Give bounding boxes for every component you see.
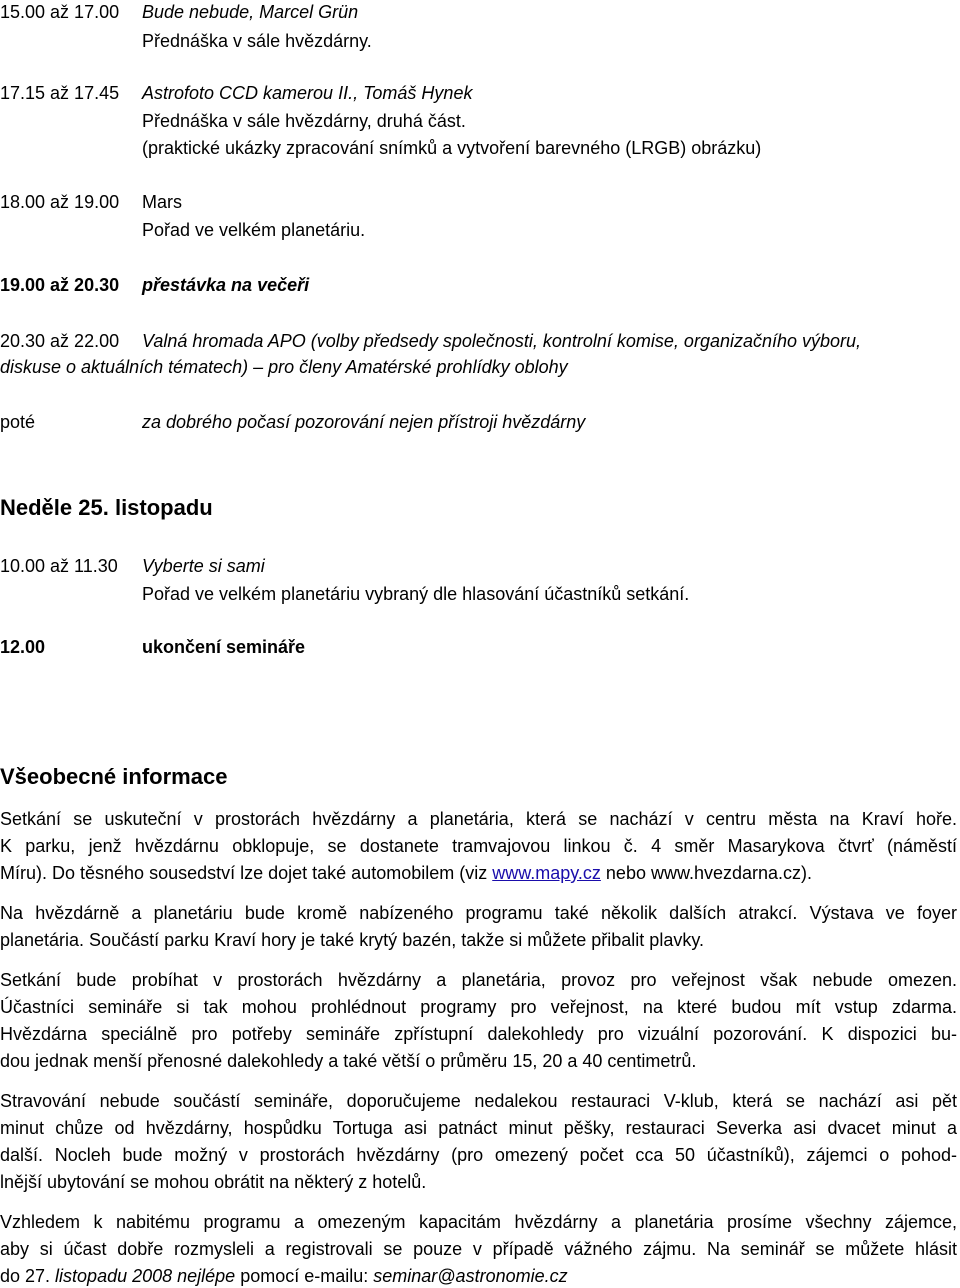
paragraph-line: Setkání se uskuteční v prostorách hvězdárny a planetária, která se nachází v centru města na Kraví hoře. bbox=[0, 809, 957, 829]
email-address: seminar@astronomie.cz bbox=[373, 1266, 568, 1286]
time-label: 18.00 až 19.00 bbox=[0, 192, 120, 212]
event-title: ukončení semináře bbox=[142, 637, 306, 657]
paragraph-line: planetária. Součástí parku Kraví hory je také krytý bazén, takže si můžete přibalit plavky. bbox=[0, 930, 704, 950]
event-title: Mars bbox=[142, 192, 182, 212]
paragraph-line: lnější ubytování se mohou obrátit na některý z hotelů. bbox=[0, 1172, 427, 1192]
time-label: 17.15 až 17.45 bbox=[0, 83, 120, 103]
paragraph-line: Účastníci semináře si tak mohou prohlédnout programy pro veřejnost, na které budou mít vstup zdarma. bbox=[0, 997, 957, 1017]
event-title-cont: diskuse o aktuálních tématech) – pro členy Amatérské prohlídky oblohy bbox=[0, 357, 568, 377]
paragraph-line: minut chůze od hvězdárny, hospůdku Tortuga asi patnáct minut pěšky, restauraci Severka asi dvacet minut a bbox=[0, 1118, 957, 1138]
paragraph-line: Setkání bude probíhat v prostorách hvězdárny a planetária, provoz pro veřejnost však nebude omezen. bbox=[0, 970, 957, 990]
event-desc: (praktické ukázky zpracování snímků a vytvoření barevného (LRGB) obrázku) bbox=[142, 138, 762, 158]
deadline-text: listopadu 2008 nejlépe bbox=[55, 1266, 236, 1286]
time-label: 20.30 až 22.00 bbox=[0, 331, 120, 351]
event-title: Vyberte si sami bbox=[142, 556, 265, 576]
paragraph-line: další. Nocleh bude možný v prostorách hvězdárny (pro omezený počet cca 50 účastníků), zájemci o pohod- bbox=[0, 1145, 957, 1165]
paragraph-line: do 27. listopadu 2008 nejlépe pomocí e-mailu: seminar@astronomie.cz bbox=[0, 1266, 568, 1286]
event-desc: Pořad ve velkém planetáriu vybraný dle hlasování účastníků setkání. bbox=[142, 584, 690, 604]
paragraph-line: Stravování nebude součástí semináře, doporučujeme nedalekou restauraci V-klub, která se nachází asi pět bbox=[0, 1091, 957, 1111]
event-title: Astrofoto CCD kamerou II., Tomáš Hynek bbox=[142, 83, 473, 103]
event-title: přestávka na večeři bbox=[142, 275, 310, 295]
section-heading: Všeobecné informace bbox=[0, 764, 228, 789]
paragraph-line: Vzhledem k nabitému programu a omezeným kapacitám hvězdárny a planetária prosíme všechny zájemce, bbox=[0, 1212, 957, 1232]
paragraph-line: Míru). Do těsného sousedství lze dojet také automobilem (viz www.mapy.cz nebo www.hvezdarna.cz). bbox=[0, 863, 813, 883]
paragraph-line: Hvězdárna speciálně pro potřeby semináře zpřístupní dalekohledy pro vizuální pozorování. K dispozici bu- bbox=[0, 1024, 957, 1044]
paragraph-line: dou jednak menší přenosné dalekohledy a také větší o průměru 15, 20 a 40 centimetrů. bbox=[0, 1051, 697, 1071]
event-title: Bude nebude, Marcel Grün bbox=[142, 2, 359, 22]
time-label: 10.00 až 11.30 bbox=[0, 556, 118, 576]
event-desc: Pořad ve velkém planetáriu. bbox=[142, 220, 366, 240]
time-label: 15.00 až 17.00 bbox=[0, 2, 120, 22]
paragraph-line: Na hvězdárně a planetáriu bude kromě nabízeného programu také několik dalších atrakcí. Výstava ve foyer bbox=[0, 903, 957, 923]
time-label: 19.00 až 20.30 bbox=[0, 275, 120, 295]
time-label: 12.00 bbox=[0, 637, 46, 657]
event-title: za dobrého počasí pozorování nejen přístroji hvězdárny bbox=[142, 412, 586, 432]
event-desc: Přednáška v sále hvězdárny. bbox=[142, 31, 372, 51]
time-label: poté bbox=[0, 412, 36, 432]
event-title: Valná hromada APO (volby předsedy společnosti, kontrolní komise, organizačního výboru, bbox=[142, 331, 862, 351]
day-heading: Neděle 25. listopadu bbox=[0, 495, 213, 520]
paragraph-line: aby si účast dobře rozmysleli a registrovali se pouze v případě vážného zájmu. Na seminář se můžete hlásit bbox=[0, 1239, 957, 1259]
event-desc: Přednáška v sále hvězdárny, druhá část. bbox=[142, 111, 466, 131]
paragraph-line: K parku, jenž hvězdárnu obklopuje, se dostanete tramvajovou linkou č. 4 směr Masarykova čtvrť (náměstí bbox=[0, 836, 957, 856]
mapy-link[interactable]: www.mapy.cz bbox=[492, 863, 601, 883]
